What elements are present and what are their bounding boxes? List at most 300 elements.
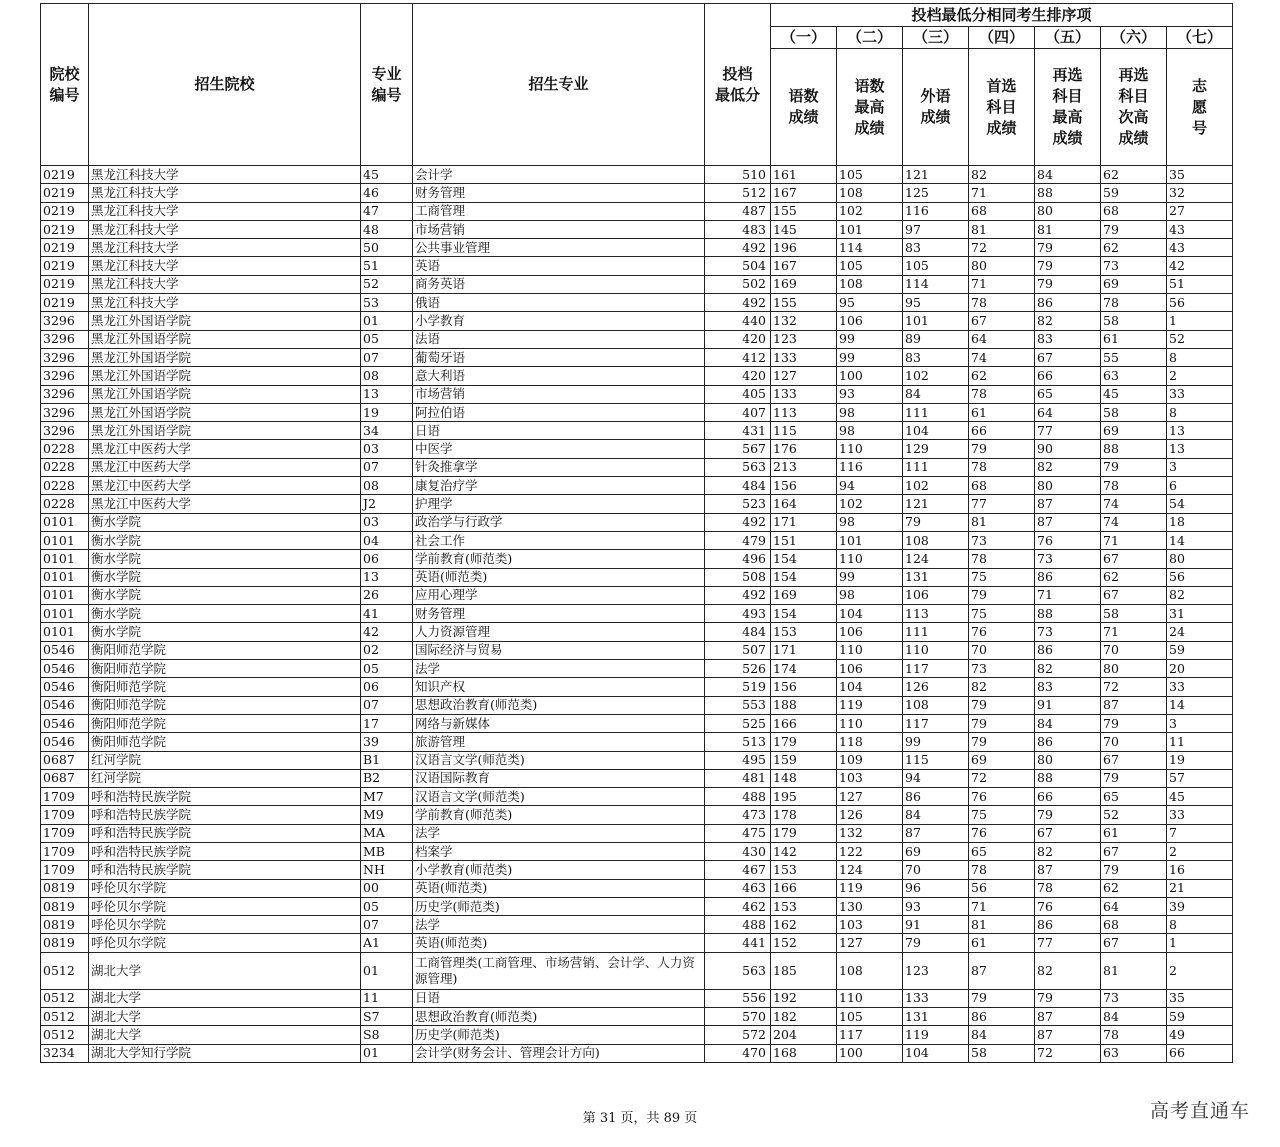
score-reselect-second-cell: 69 <box>1101 422 1167 440</box>
table-row <box>41 440 1233 458</box>
score-first-subject-cell: 79 <box>969 989 1035 1007</box>
preference-number-cell: 19 <box>1167 751 1233 769</box>
major-code-cell: 17 <box>361 714 413 732</box>
preference-number-cell: 1 <box>1167 934 1233 952</box>
score-reselect-max-cell: 65 <box>1035 385 1101 403</box>
score-reselect-second-cell: 65 <box>1101 788 1167 806</box>
school-code-cell: 3296 <box>41 348 89 366</box>
score-reselect-max-cell: 78 <box>1035 879 1101 897</box>
major-name-cell: 日语 <box>413 989 705 1007</box>
score-chinese-math-max-cell: 124 <box>837 861 903 879</box>
score-chinese-math-cell: 155 <box>771 294 837 312</box>
min-score-cell: 513 <box>705 733 771 751</box>
score-chinese-math-max-cell: 110 <box>837 641 903 659</box>
min-score-cell: 512 <box>705 184 771 202</box>
score-reselect-second-cell: 61 <box>1101 330 1167 348</box>
table-row <box>41 934 1233 952</box>
school-name-cell: 湖北大学 <box>89 989 361 1007</box>
school-code-cell: 0546 <box>41 696 89 714</box>
major-name-cell: 汉语言文学(师范类) <box>413 788 705 806</box>
school-name-cell: 呼和浩特民族学院 <box>89 788 361 806</box>
score-chinese-math-cell: 153 <box>771 897 837 915</box>
score-chinese-math-cell: 178 <box>771 806 837 824</box>
score-first-subject-cell: 82 <box>969 678 1035 696</box>
major-name-cell: 市场营销 <box>413 220 705 238</box>
score-chinese-math-max-cell: 93 <box>837 385 903 403</box>
preference-number-cell: 1 <box>1167 312 1233 330</box>
min-score-cell: 420 <box>705 330 771 348</box>
score-reselect-second-cell: 63 <box>1101 367 1167 385</box>
major-name-cell: 商务英语 <box>413 275 705 293</box>
school-code-cell: 0228 <box>41 458 89 476</box>
score-chinese-math-cell: 148 <box>771 769 837 787</box>
major-name-cell: 英语(师范类) <box>413 879 705 897</box>
score-first-subject-cell: 75 <box>969 605 1035 623</box>
score-chinese-math-max-cell: 110 <box>837 714 903 732</box>
table-row <box>41 696 1233 714</box>
school-code-cell: 0101 <box>41 586 89 604</box>
score-first-subject-cell: 56 <box>969 879 1035 897</box>
score-first-subject-cell: 75 <box>969 568 1035 586</box>
score-first-subject-cell: 79 <box>969 440 1035 458</box>
score-reselect-max-cell: 88 <box>1035 769 1101 787</box>
score-reselect-max-cell: 86 <box>1035 733 1101 751</box>
score-chinese-math-max-cell: 105 <box>837 166 903 184</box>
score-reselect-max-cell: 86 <box>1035 294 1101 312</box>
school-name-cell: 黑龙江中医药大学 <box>89 477 361 495</box>
table-row <box>41 788 1233 806</box>
score-foreign-language-cell: 102 <box>903 477 969 495</box>
major-name-cell: 工商管理 <box>413 202 705 220</box>
min-score-cell: 463 <box>705 879 771 897</box>
table-row <box>41 769 1233 787</box>
score-first-subject-cell: 76 <box>969 788 1035 806</box>
score-reselect-second-cell: 87 <box>1101 696 1167 714</box>
table-row <box>41 495 1233 513</box>
score-foreign-language-cell: 95 <box>903 294 969 312</box>
preference-number-cell: 59 <box>1167 641 1233 659</box>
score-first-subject-cell: 62 <box>969 367 1035 385</box>
header-min-score: 投档 最低分 <box>705 4 771 166</box>
table-row <box>41 660 1233 678</box>
score-chinese-math-max-cell: 110 <box>837 550 903 568</box>
score-chinese-math-cell: 185 <box>771 952 837 989</box>
min-score-cell: 495 <box>705 751 771 769</box>
major-code-cell: B1 <box>361 751 413 769</box>
major-name-cell: 思想政治教育(师范类) <box>413 696 705 714</box>
preference-number-cell: 14 <box>1167 531 1233 549</box>
preference-number-cell: 24 <box>1167 623 1233 641</box>
school-name-cell: 衡阳师范学院 <box>89 733 361 751</box>
score-first-subject-cell: 84 <box>969 1026 1035 1044</box>
major-code-cell: 47 <box>361 202 413 220</box>
score-foreign-language-cell: 87 <box>903 824 969 842</box>
table-row <box>41 312 1233 330</box>
school-name-cell: 衡水学院 <box>89 513 361 531</box>
major-name-cell: 公共事业管理 <box>413 239 705 257</box>
score-reselect-max-cell: 73 <box>1035 623 1101 641</box>
score-chinese-math-cell: 174 <box>771 660 837 678</box>
major-code-cell: S7 <box>361 1008 413 1026</box>
score-chinese-math-cell: 161 <box>771 166 837 184</box>
score-first-subject-cell: 78 <box>969 385 1035 403</box>
header-tiebreak-label: 语数 成绩 <box>771 49 837 166</box>
min-score-cell: 420 <box>705 367 771 385</box>
score-reselect-second-cell: 62 <box>1101 879 1167 897</box>
school-name-cell: 黑龙江科技大学 <box>89 202 361 220</box>
school-code-cell: 3296 <box>41 367 89 385</box>
school-code-cell: 0546 <box>41 733 89 751</box>
major-code-cell: 01 <box>361 312 413 330</box>
score-chinese-math-cell: 115 <box>771 422 837 440</box>
school-name-cell: 呼伦贝尔学院 <box>89 916 361 934</box>
major-code-cell: 46 <box>361 184 413 202</box>
header-major: 招生专业 <box>413 4 705 166</box>
major-name-cell: 人力资源管理 <box>413 623 705 641</box>
score-chinese-math-cell: 154 <box>771 550 837 568</box>
header-school: 招生院校 <box>89 4 361 166</box>
score-chinese-math-max-cell: 98 <box>837 422 903 440</box>
score-reselect-max-cell: 82 <box>1035 312 1101 330</box>
school-code-cell: 1709 <box>41 824 89 842</box>
score-chinese-math-max-cell: 99 <box>837 330 903 348</box>
score-reselect-max-cell: 66 <box>1035 367 1101 385</box>
score-reselect-max-cell: 88 <box>1035 184 1101 202</box>
major-code-cell: 41 <box>361 605 413 623</box>
major-name-cell: 康复治疗学 <box>413 477 705 495</box>
school-name-cell: 黑龙江科技大学 <box>89 166 361 184</box>
score-reselect-second-cell: 68 <box>1101 202 1167 220</box>
major-code-cell: J2 <box>361 495 413 513</box>
school-name-cell: 湖北大学 <box>89 952 361 989</box>
school-name-cell: 衡阳师范学院 <box>89 678 361 696</box>
score-chinese-math-max-cell: 108 <box>837 275 903 293</box>
major-code-cell: 05 <box>361 660 413 678</box>
score-chinese-math-cell: 213 <box>771 458 837 476</box>
preference-number-cell: 13 <box>1167 440 1233 458</box>
score-chinese-math-cell: 133 <box>771 385 837 403</box>
major-name-cell: 英语(师范类) <box>413 568 705 586</box>
min-score-cell: 412 <box>705 348 771 366</box>
score-foreign-language-cell: 108 <box>903 696 969 714</box>
school-code-cell: 1709 <box>41 842 89 860</box>
school-code-cell: 0219 <box>41 220 89 238</box>
major-name-cell: 市场营销 <box>413 385 705 403</box>
score-foreign-language-cell: 108 <box>903 531 969 549</box>
score-foreign-language-cell: 111 <box>903 458 969 476</box>
score-reselect-max-cell: 87 <box>1035 1026 1101 1044</box>
score-foreign-language-cell: 106 <box>903 586 969 604</box>
school-name-cell: 黑龙江科技大学 <box>89 294 361 312</box>
min-score-cell: 563 <box>705 952 771 989</box>
preference-number-cell: 16 <box>1167 861 1233 879</box>
score-chinese-math-max-cell: 101 <box>837 531 903 549</box>
major-name-cell: 法语 <box>413 330 705 348</box>
table-row <box>41 239 1233 257</box>
school-code-cell: 0512 <box>41 1026 89 1044</box>
score-reselect-max-cell: 76 <box>1035 531 1101 549</box>
min-score-cell: 481 <box>705 769 771 787</box>
score-chinese-math-cell: 192 <box>771 989 837 1007</box>
score-foreign-language-cell: 104 <box>903 1044 969 1062</box>
score-reselect-second-cell: 67 <box>1101 842 1167 860</box>
school-code-cell: 0101 <box>41 531 89 549</box>
score-foreign-language-cell: 104 <box>903 422 969 440</box>
score-first-subject-cell: 81 <box>969 916 1035 934</box>
preference-number-cell: 31 <box>1167 605 1233 623</box>
min-score-cell: 441 <box>705 934 771 952</box>
score-chinese-math-max-cell: 100 <box>837 367 903 385</box>
preference-number-cell: 14 <box>1167 696 1233 714</box>
major-name-cell: 知识产权 <box>413 678 705 696</box>
score-first-subject-cell: 79 <box>969 586 1035 604</box>
score-chinese-math-cell: 132 <box>771 312 837 330</box>
min-score-cell: 507 <box>705 641 771 659</box>
school-code-cell: 3296 <box>41 330 89 348</box>
table-row <box>41 568 1233 586</box>
score-foreign-language-cell: 70 <box>903 861 969 879</box>
preference-number-cell: 2 <box>1167 952 1233 989</box>
major-name-cell: 小学教育 <box>413 312 705 330</box>
major-code-cell: 00 <box>361 879 413 897</box>
score-first-subject-cell: 78 <box>969 294 1035 312</box>
school-name-cell: 黑龙江科技大学 <box>89 275 361 293</box>
score-reselect-max-cell: 90 <box>1035 440 1101 458</box>
major-code-cell: 07 <box>361 916 413 934</box>
school-code-cell: 0101 <box>41 550 89 568</box>
min-score-cell: 556 <box>705 989 771 1007</box>
score-first-subject-cell: 79 <box>969 733 1035 751</box>
preference-number-cell: 8 <box>1167 348 1233 366</box>
score-chinese-math-max-cell: 105 <box>837 1008 903 1026</box>
major-name-cell: 档案学 <box>413 842 705 860</box>
score-reselect-max-cell: 84 <box>1035 714 1101 732</box>
major-name-cell: 阿拉伯语 <box>413 403 705 421</box>
min-score-cell: 570 <box>705 1008 771 1026</box>
score-foreign-language-cell: 84 <box>903 385 969 403</box>
preference-number-cell: 82 <box>1167 586 1233 604</box>
table-row <box>41 916 1233 934</box>
score-reselect-max-cell: 88 <box>1035 605 1101 623</box>
score-reselect-max-cell: 79 <box>1035 806 1101 824</box>
major-name-cell: 中医学 <box>413 440 705 458</box>
score-foreign-language-cell: 123 <box>903 952 969 989</box>
school-code-cell: 0101 <box>41 513 89 531</box>
score-reselect-second-cell: 84 <box>1101 1008 1167 1026</box>
score-chinese-math-max-cell: 108 <box>837 952 903 989</box>
major-code-cell: 03 <box>361 440 413 458</box>
score-first-subject-cell: 61 <box>969 934 1035 952</box>
score-first-subject-cell: 78 <box>969 861 1035 879</box>
table-row <box>41 166 1233 184</box>
score-first-subject-cell: 58 <box>969 1044 1035 1062</box>
preference-number-cell: 33 <box>1167 385 1233 403</box>
major-code-cell: 13 <box>361 568 413 586</box>
score-chinese-math-max-cell: 99 <box>837 348 903 366</box>
score-reselect-second-cell: 67 <box>1101 751 1167 769</box>
header-tiebreak-number: （六） <box>1101 27 1167 49</box>
school-name-cell: 呼和浩特民族学院 <box>89 842 361 860</box>
score-chinese-math-cell: 168 <box>771 1044 837 1062</box>
header-tiebreak-label: 再选 科目 次高 成绩 <box>1101 49 1167 166</box>
major-name-cell: 英语(师范类) <box>413 934 705 952</box>
score-first-subject-cell: 86 <box>969 1008 1035 1026</box>
school-name-cell: 黑龙江外国语学院 <box>89 403 361 421</box>
score-reselect-max-cell: 91 <box>1035 696 1101 714</box>
score-foreign-language-cell: 96 <box>903 879 969 897</box>
min-score-cell: 525 <box>705 714 771 732</box>
min-score-cell: 407 <box>705 403 771 421</box>
min-score-cell: 484 <box>705 623 771 641</box>
score-chinese-math-max-cell: 104 <box>837 678 903 696</box>
table-row <box>41 1044 1233 1062</box>
score-foreign-language-cell: 117 <box>903 660 969 678</box>
major-code-cell: MB <box>361 842 413 860</box>
major-name-cell: 英语 <box>413 257 705 275</box>
score-chinese-math-cell: 166 <box>771 714 837 732</box>
major-code-cell: 05 <box>361 897 413 915</box>
score-foreign-language-cell: 84 <box>903 806 969 824</box>
score-foreign-language-cell: 110 <box>903 641 969 659</box>
score-first-subject-cell: 87 <box>969 952 1035 989</box>
preference-number-cell: 33 <box>1167 806 1233 824</box>
score-chinese-math-cell: 152 <box>771 934 837 952</box>
min-score-cell: 473 <box>705 806 771 824</box>
score-chinese-math-max-cell: 105 <box>837 257 903 275</box>
school-code-cell: 0228 <box>41 495 89 513</box>
score-reselect-max-cell: 83 <box>1035 678 1101 696</box>
score-first-subject-cell: 68 <box>969 202 1035 220</box>
score-chinese-math-max-cell: 127 <box>837 934 903 952</box>
header-tiebreak-label: 志 愿 号 <box>1167 49 1233 166</box>
header-school-code: 院校 编号 <box>41 4 89 166</box>
school-code-cell: 0219 <box>41 202 89 220</box>
header-tiebreak-number: （四） <box>969 27 1035 49</box>
major-code-cell: A1 <box>361 934 413 952</box>
min-score-cell: 572 <box>705 1026 771 1044</box>
major-code-cell: 42 <box>361 623 413 641</box>
table-row <box>41 458 1233 476</box>
major-name-cell: 法学 <box>413 916 705 934</box>
table-row <box>41 257 1233 275</box>
min-score-cell: 502 <box>705 275 771 293</box>
min-score-cell: 479 <box>705 531 771 549</box>
score-foreign-language-cell: 126 <box>903 678 969 696</box>
table-row <box>41 330 1233 348</box>
score-chinese-math-cell: 179 <box>771 824 837 842</box>
table-row <box>41 367 1233 385</box>
preference-number-cell: 56 <box>1167 294 1233 312</box>
score-chinese-math-max-cell: 110 <box>837 989 903 1007</box>
preference-number-cell: 43 <box>1167 239 1233 257</box>
score-foreign-language-cell: 117 <box>903 714 969 732</box>
major-code-cell: 11 <box>361 989 413 1007</box>
table-row <box>41 513 1233 531</box>
score-reselect-second-cell: 69 <box>1101 275 1167 293</box>
score-chinese-math-cell: 169 <box>771 586 837 604</box>
score-foreign-language-cell: 83 <box>903 348 969 366</box>
score-chinese-math-cell: 127 <box>771 367 837 385</box>
major-name-cell: 针灸推拿学 <box>413 458 705 476</box>
min-score-cell: 563 <box>705 458 771 476</box>
school-code-cell: 0219 <box>41 166 89 184</box>
school-code-cell: 3296 <box>41 422 89 440</box>
table-row <box>41 678 1233 696</box>
score-foreign-language-cell: 91 <box>903 916 969 934</box>
school-code-cell: 0219 <box>41 184 89 202</box>
table-header <box>41 4 1233 166</box>
score-reselect-second-cell: 61 <box>1101 824 1167 842</box>
score-first-subject-cell: 68 <box>969 477 1035 495</box>
score-chinese-math-max-cell: 110 <box>837 440 903 458</box>
score-reselect-second-cell: 78 <box>1101 1026 1167 1044</box>
score-reselect-max-cell: 64 <box>1035 403 1101 421</box>
header-tiebreak-number: （五） <box>1035 27 1101 49</box>
preference-number-cell: 7 <box>1167 824 1233 842</box>
score-foreign-language-cell: 125 <box>903 184 969 202</box>
min-score-cell: 431 <box>705 422 771 440</box>
school-name-cell: 衡水学院 <box>89 550 361 568</box>
score-chinese-math-cell: 154 <box>771 605 837 623</box>
score-reselect-second-cell: 71 <box>1101 531 1167 549</box>
table-row <box>41 751 1233 769</box>
table-row <box>41 1008 1233 1026</box>
table-body <box>41 166 1233 1063</box>
major-name-cell: 学前教育(师范类) <box>413 550 705 568</box>
school-code-cell: 1709 <box>41 788 89 806</box>
school-name-cell: 黑龙江科技大学 <box>89 239 361 257</box>
score-reselect-max-cell: 77 <box>1035 934 1101 952</box>
school-name-cell: 衡阳师范学院 <box>89 714 361 732</box>
school-name-cell: 衡阳师范学院 <box>89 641 361 659</box>
score-chinese-math-cell: 179 <box>771 733 837 751</box>
min-score-cell: 493 <box>705 605 771 623</box>
score-first-subject-cell: 72 <box>969 239 1035 257</box>
score-chinese-math-cell: 153 <box>771 861 837 879</box>
preference-number-cell: 33 <box>1167 678 1233 696</box>
score-chinese-math-max-cell: 106 <box>837 623 903 641</box>
school-code-cell: 0546 <box>41 678 89 696</box>
preference-number-cell: 2 <box>1167 367 1233 385</box>
score-foreign-language-cell: 111 <box>903 623 969 641</box>
table-row <box>41 531 1233 549</box>
preference-number-cell: 66 <box>1167 1044 1233 1062</box>
major-name-cell: 会计学 <box>413 166 705 184</box>
score-reselect-max-cell: 87 <box>1035 495 1101 513</box>
min-score-cell: 483 <box>705 220 771 238</box>
school-code-cell: 0512 <box>41 952 89 989</box>
score-first-subject-cell: 75 <box>969 806 1035 824</box>
major-code-cell: M7 <box>361 788 413 806</box>
admission-score-sheet <box>40 3 1232 1063</box>
school-name-cell: 衡水学院 <box>89 605 361 623</box>
score-foreign-language-cell: 79 <box>903 513 969 531</box>
major-code-cell: 03 <box>361 513 413 531</box>
score-chinese-math-cell: 113 <box>771 403 837 421</box>
score-reselect-second-cell: 88 <box>1101 440 1167 458</box>
school-code-cell: 0819 <box>41 879 89 897</box>
major-name-cell: 汉语言文学(师范类) <box>413 751 705 769</box>
school-name-cell: 黑龙江外国语学院 <box>89 312 361 330</box>
preference-number-cell: 18 <box>1167 513 1233 531</box>
score-first-subject-cell: 78 <box>969 550 1035 568</box>
school-name-cell: 黑龙江科技大学 <box>89 257 361 275</box>
score-chinese-math-max-cell: 132 <box>837 824 903 842</box>
major-code-cell: 34 <box>361 422 413 440</box>
score-reselect-second-cell: 78 <box>1101 294 1167 312</box>
table-row <box>41 422 1233 440</box>
preference-number-cell: 3 <box>1167 714 1233 732</box>
